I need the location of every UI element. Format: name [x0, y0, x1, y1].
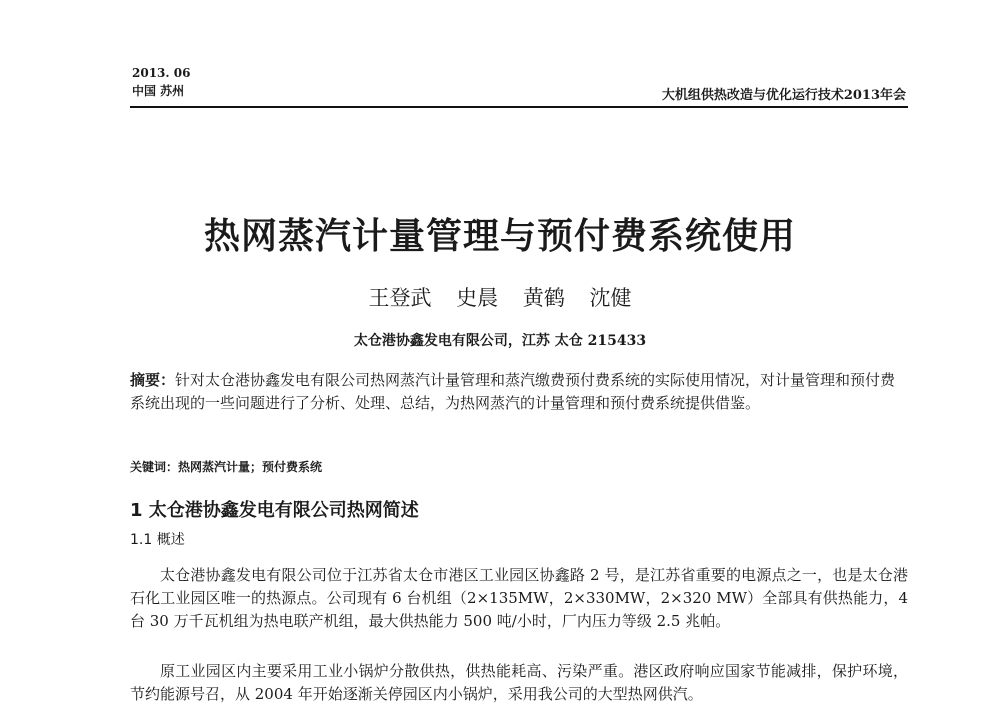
abstract-label: 摘要： [130, 371, 176, 389]
subsection-heading: 1.1 概述 [130, 532, 185, 548]
author-name: 王登武 [368, 286, 432, 310]
author-name: 史晨 [456, 286, 499, 310]
keywords-text: 热网蒸汽计量；预付费系统 [178, 460, 323, 474]
page-header-left [132, 64, 190, 100]
header-date: 2013. 06 [132, 66, 191, 80]
affiliation: 太仓港协鑫发电有限公司，江苏 太仓 215433 [353, 333, 647, 349]
keywords-label: 关键词： [130, 460, 179, 474]
section-heading: 1 太仓港协鑫发电有限公司热网简述 [130, 500, 419, 521]
abstract [130, 369, 908, 415]
header-divider [130, 106, 908, 108]
body-paragraph: 太仓港协鑫发电有限公司位于江苏省太仓市港区工业园区协鑫路 2 号，是江苏省重要的电源点之一，也是太仓港石化工业园区唯一的热源点。公司现有 6 台机组（2×135MW，2×330MW，2×320 MW）全部具有供热能力，4 台 30 万千瓦机组为热电联产机组，最大供热能力 500 吨/小时，厂内压力等级 2.5 兆帕。 [130, 566, 908, 630]
author-list [0, 282, 1000, 312]
keywords [130, 458, 322, 475]
paper-title: 热网蒸汽计量管理与预付费系统使用 [203, 216, 796, 257]
author-name: 沈健 [589, 286, 632, 310]
abstract-text: 针对太仓港协鑫发电有限公司热网蒸汽计量管理和蒸汽缴费预付费系统的实际使用情况，对计量管理和预付费系统出现的一些问题进行了分析、处理、总结，为热网蒸汽的计量管理和预付费系统提供借鉴。 [130, 371, 896, 412]
body-paragraph: 原工业园区内主要采用工业小锅炉分散供热，供热能耗高、污染严重。港区政府响应国家节能减排，保护环境，节约能源号召，从 2004 年开始逐渐关停园区内小锅炉，采用我公司的大型热网供汽。 [130, 662, 908, 703]
header-location: 中国 苏州 [132, 84, 185, 98]
author-name: 黄鹤 [522, 286, 565, 310]
header-conference: 大机组供热改造与优化运行技术2013年会 [661, 88, 906, 103]
